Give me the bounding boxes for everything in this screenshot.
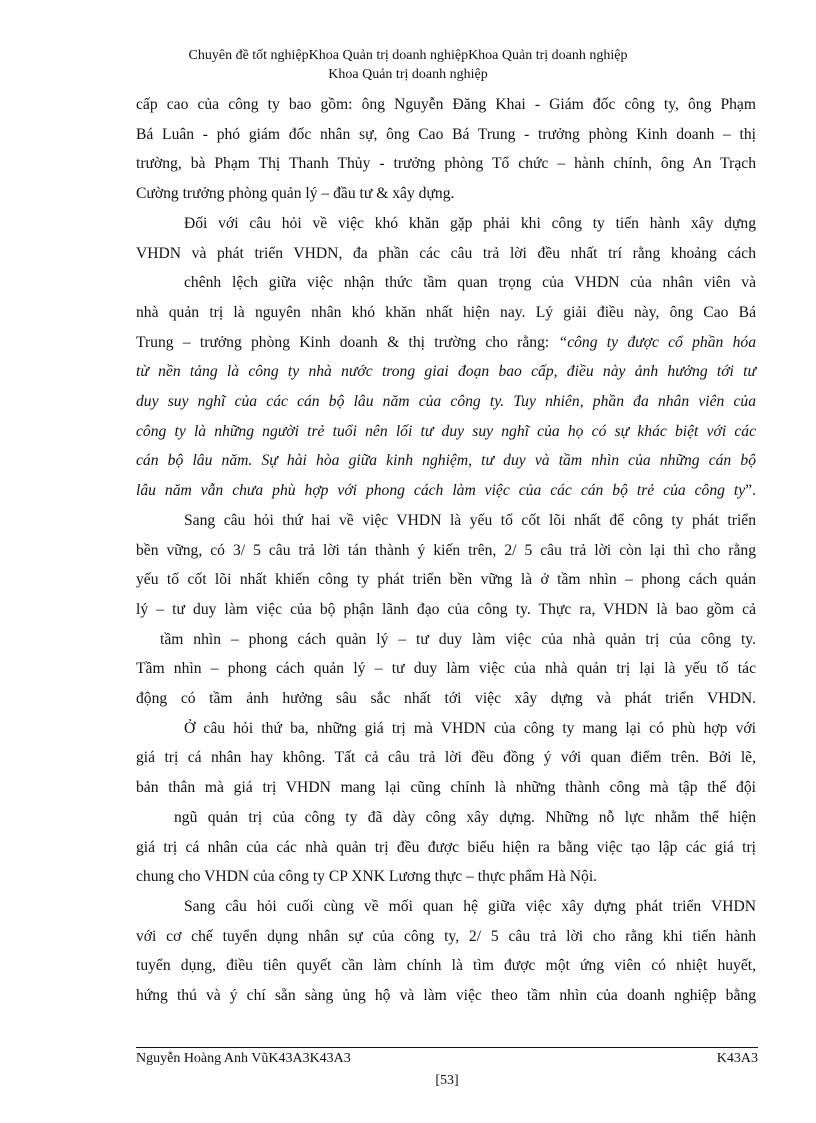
quote-segment: lâu năm vẫn chưa phù hợp với phong cách làm việc của các cán bộ trẻ của công ty xyxy=(136,482,746,500)
page-number: [53] xyxy=(435,1073,459,1088)
footer-class-code: K43A3 xyxy=(716,1051,758,1066)
text-line: bền vững, có 3/ 5 câu trả lời tán thành ý kiến trên, 2/ 5 câu trả lời còn lại thì cho rằng xyxy=(136,541,756,559)
header-line-2: Khoa Quản trị doanh nghiệp xyxy=(328,67,488,82)
text-line: ngũ quản trị của công ty đã dày công xây dựng. Những nỗ lực nhằm thể hiện xyxy=(174,808,756,826)
quote-line: duy suy nghĩ của các cán bộ lâu năm của công ty. Tuy nhiên, phần đa nhân viên của xyxy=(136,393,756,411)
text-line: trường, bà Phạm Thị Thanh Thủy - trưởng phòng Tổ chức – hành chính, ông An Trạch xyxy=(136,155,756,173)
text-line: chênh lệch giữa việc nhận thức tầm quan trọng của VHDN của nhân viên và xyxy=(184,274,756,292)
text-line: nhà quản trị là nguyên nhân khó khăn nhất hiện nay. Lý giải điều này, ông Cao Bá xyxy=(136,303,756,321)
text-line xyxy=(136,328,756,358)
text-line: giá trị cá nhân hay không. Tất cả câu trả lời đều đồng ý với quan điểm trên. Bởi lẽ, xyxy=(136,749,756,767)
text-line: Ở câu hỏi thứ ba, những giá trị mà VHDN của công ty mang lại có phù hợp với xyxy=(184,719,756,737)
text-line: cấp cao của công ty bao gồm: ông Nguyễn Đăng Khai - Giám đốc công ty, ông Phạm xyxy=(136,96,756,113)
text-line: với cơ chế tuyển dụng nhân sự của công ty, 2/ 5 câu trả lời cho rằng khi tiến hành xyxy=(136,927,756,945)
text-line: Cường trưởng phòng quản lý – đầu tư & xây dựng. xyxy=(136,185,455,203)
header-line-1: Chuyên đề tốt nghiệpKhoa Quản trị doanh nghiệpKhoa Quản trị doanh nghiệp xyxy=(188,48,628,63)
text-line: hứng thú và ý chí sẵn sàng ủng hộ và làm việc theo tầm nhìn của doanh nghiệp bằng xyxy=(136,987,756,1005)
text-segment: Trung – trưởng phòng Kinh doanh & thị trường cho rằng: xyxy=(136,333,550,351)
footer-divider xyxy=(136,1047,758,1048)
quote-line: công ty là những người trẻ tuổi nên lối tư duy suy nghĩ của họ có sự khác biệt với các xyxy=(136,422,756,440)
text-line: Sang câu hỏi thứ hai về việc VHDN là yếu tố cốt lõi nhất để công ty phát triển xyxy=(184,511,756,529)
text-line: Tầm nhìn – phong cách quản lý – tư duy làm việc của nhà quản trị lại là yếu tố tác xyxy=(136,660,756,678)
text-line: Bá Luân - phó giám đốc nhân sự, ông Cao Bá Trung - trưởng phòng Kinh doanh – thị xyxy=(136,125,756,143)
quote-line: cán bộ lâu năm. Sự hài hòa giữa kinh nghiệm, tư duy và tầm nhìn của những cán bộ xyxy=(136,452,756,470)
text-line: giá trị cá nhân của các nhà quản trị đều được biểu hiện ra bằng việc tạo lập các giá trị xyxy=(136,838,756,856)
text-line: động có tầm ảnh hưởng sâu sắc nhất tới việc xây dựng và phát triển VHDN. xyxy=(136,690,756,708)
text-line: tầm nhìn – phong cách quản lý – tư duy làm việc của nhà quản trị của công ty. xyxy=(160,630,756,648)
text-line: Sang câu hỏi cuối cùng về mối quan hệ giữa việc xây dựng phát triển VHDN xyxy=(184,897,756,915)
text-line: lý – tư duy làm việc của bộ phận lãnh đạo của công ty. Thực ra, VHDN là bao gồm cả xyxy=(136,600,756,618)
text-line: yếu tố cốt lõi nhất khiến công ty phát triển bền vững là ở tầm nhìn – phong cách quản xyxy=(136,571,756,589)
quote-line: từ nền tảng là công ty nhà nước trong giai đoạn bao cấp, điều này ảnh hưởng tới tư xyxy=(136,363,756,381)
quote-segment: “công ty được cổ phần hóa xyxy=(558,333,756,351)
text-line: tuyển dụng, điều tiên quyết cần làm chính là tìm được một ứng viên có nhiệt huyết, xyxy=(136,957,756,975)
body-text xyxy=(136,90,756,1011)
text-line: chung cho VHDN của công ty CP XNK Lương thực – thực phẩm Hà Nội. xyxy=(136,868,598,886)
page-header xyxy=(110,46,706,84)
text-line: Đối với câu hỏi về việc khó khăn gặp phải khi công ty tiến hành xây dựng xyxy=(184,214,756,232)
footer-author: Nguyễn Hoàng Anh VũK43A3K43A3 xyxy=(136,1051,351,1066)
text-line: bản thân mà giá trị VHDN mang lại cũng chính là những thành công mà tập thể đội xyxy=(136,779,756,797)
text-line xyxy=(136,476,756,506)
text-line: VHDN và phát triển VHDN, đa phần các câu trả lời đều nhất trí rằng khoảng cách xyxy=(136,244,756,262)
text-segment: ”. xyxy=(745,482,756,500)
